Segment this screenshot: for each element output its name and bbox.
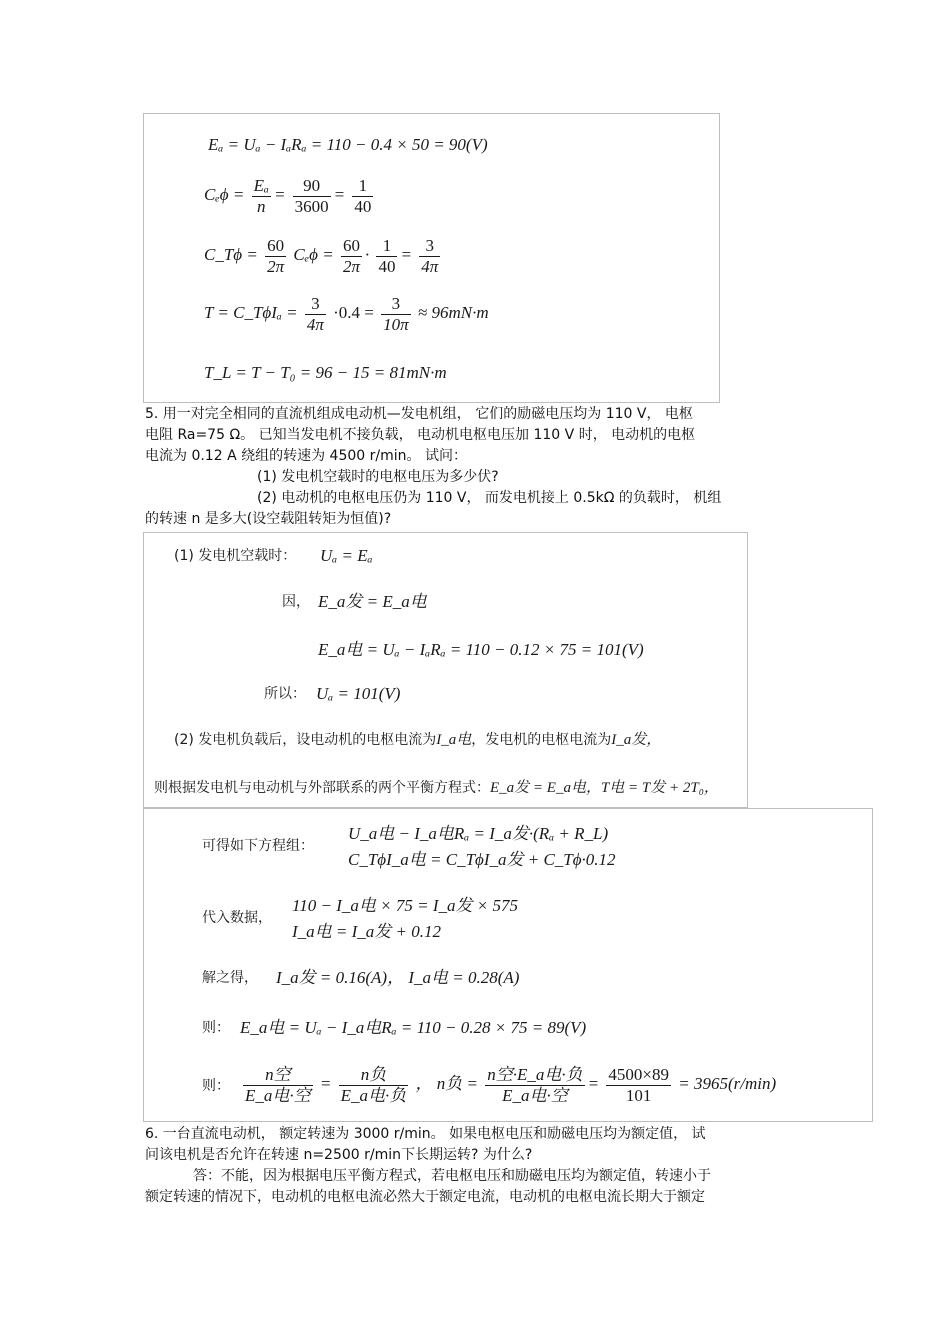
then-equation-1: E_a电 = Uₐ − I_a电Rₐ = 110 − 0.28 × 75 = 89(V): [240, 1018, 587, 1037]
system-label: 可得如下方程组：: [202, 838, 314, 854]
problem-5-line-2: 电阻 Ra=75 Ω。 已知当发电机不接负载， 电动机电枢电压加 110 V 时， 电动机的电枢: [145, 427, 696, 443]
problem-5-question-2: (2) 电动机的电枢电压仍为 110 V， 而发电机接上 0.5kΩ 的负载时， 机组: [257, 490, 722, 506]
problem-6-answer-2: 额定转速的情况下，电动机的电枢电流必然大于额定电流，电动机的电枢电流长期大于额定: [145, 1189, 705, 1205]
solution-box-1: [143, 113, 720, 403]
speed-ratio-equation: $\frac{\text{n空}}{\text{E\_a电·空}}$ = $\frac{\text{n负}}{\text{E\_a电·负}}$ ， n负 = $\frac{\text{n空·E\_a电·负}}{\text{E\_a电·空}}$ = $\frac{4500\times 89}{101}$ = 3965(r/min): [245, 1065, 777, 1105]
so-label: 所以：: [264, 686, 306, 702]
substitute-label: 代入数据，: [202, 910, 272, 926]
problem-6-line-2: 问该电机是否允许在转速 n=2500 r/min下长期运转? 为什么?: [145, 1147, 533, 1163]
part-2-balance-text: 则根据发电机与电动机与外部联系的两个平衡方程式：E_a发 = E_a电，T电 = T发 + 2T₀，: [154, 780, 719, 796]
solve-equation: I_a发 = 0.16(A)， I_a电 = 0.28(A): [276, 968, 520, 987]
part-1-equation: Uₐ = Eₐ: [320, 546, 373, 565]
because-label: 因，: [282, 594, 310, 610]
equation-ce-phi: Cₑϕ = $\frac{\text{Eₐ}}{n}$ = $\frac{90}{3600}$ = $\frac{1}{40}$: [204, 176, 372, 216]
then-label-2: 则：: [202, 1078, 230, 1094]
problem-6-line-1: 6. 一台直流电动机， 额定转速为 3000 r/min。 如果电枢电压和励磁电压均为额定值， 试: [145, 1126, 706, 1142]
part-2-text: (2) 发电机负载后，设电动机的电枢电流为I_a电，发电机的电枢电流为I_a发，: [174, 732, 662, 748]
solve-label: 解之得，: [202, 970, 258, 986]
part-1-label: (1) 发电机空载时：: [174, 548, 297, 564]
problem-5-line-3: 电流为 0.12 A 绕组的转速为 4500 r/min。 试问：: [145, 448, 467, 464]
equation-ct-phi: C_Tϕ = $\frac{60}{2\pi}$ Cₑϕ = $\frac{60}{2\pi}$ · $\frac{1}{40}$ = $\frac{3}{4\pi}$: [204, 236, 439, 276]
so-equation: Uₐ = 101(V): [316, 684, 401, 703]
problem-5-line-1: 5. 用一对完全相同的直流机组成电动机—发电机组， 它们的励磁电压均为 110 V， 电枢: [145, 406, 693, 422]
problem-5: [145, 404, 810, 530]
then-label-1: 则：: [202, 1020, 230, 1036]
because-equation: E_a发 = E_a电: [318, 592, 427, 611]
equation-ea: Eₐ = Uₐ − IₐRₐ = 110 − 0.4 × 50 = 90(V): [208, 135, 488, 154]
equation-torque: T = C_TϕIₐ = $\frac{3}{4\pi}$ ·0.4 = $\frac{3}{10\pi}$ ≈ 96mN·m: [204, 294, 489, 334]
motor-emf-equation: E_a电 = Uₐ − IₐRₐ = 110 − 0.12 × 75 = 101(V): [318, 640, 644, 659]
problem-6: [145, 1124, 810, 1208]
problem-5-question-1: (1) 发电机空载时的电枢电压为多少伏?: [257, 469, 499, 485]
equation-load-torque: T_L = T − T₀ = 96 − 15 = 81mN·m: [204, 363, 447, 382]
substitute-equations: 110 − I_a电 × 75 = I_a发 × 575 I_a电 = I_a发 + 0.12: [292, 896, 518, 941]
system-equations: U_a电 − I_a电Rₐ = I_a发·(Rₐ + R_L) C_TϕI_a电 = C_TϕI_a发 + C_Tϕ·0.12: [348, 824, 616, 869]
problem-6-answer-1: 答：不能，因为根据电压平衡方程式，若电枢电压和励磁电压均为额定值，转速小于: [193, 1168, 711, 1184]
solution-box-2: [143, 532, 748, 808]
problem-5-question-2-cont: 的转速 n 是多大(设空载阻转矩为恒值)?: [145, 511, 392, 527]
solution-box-3: [143, 808, 873, 1122]
